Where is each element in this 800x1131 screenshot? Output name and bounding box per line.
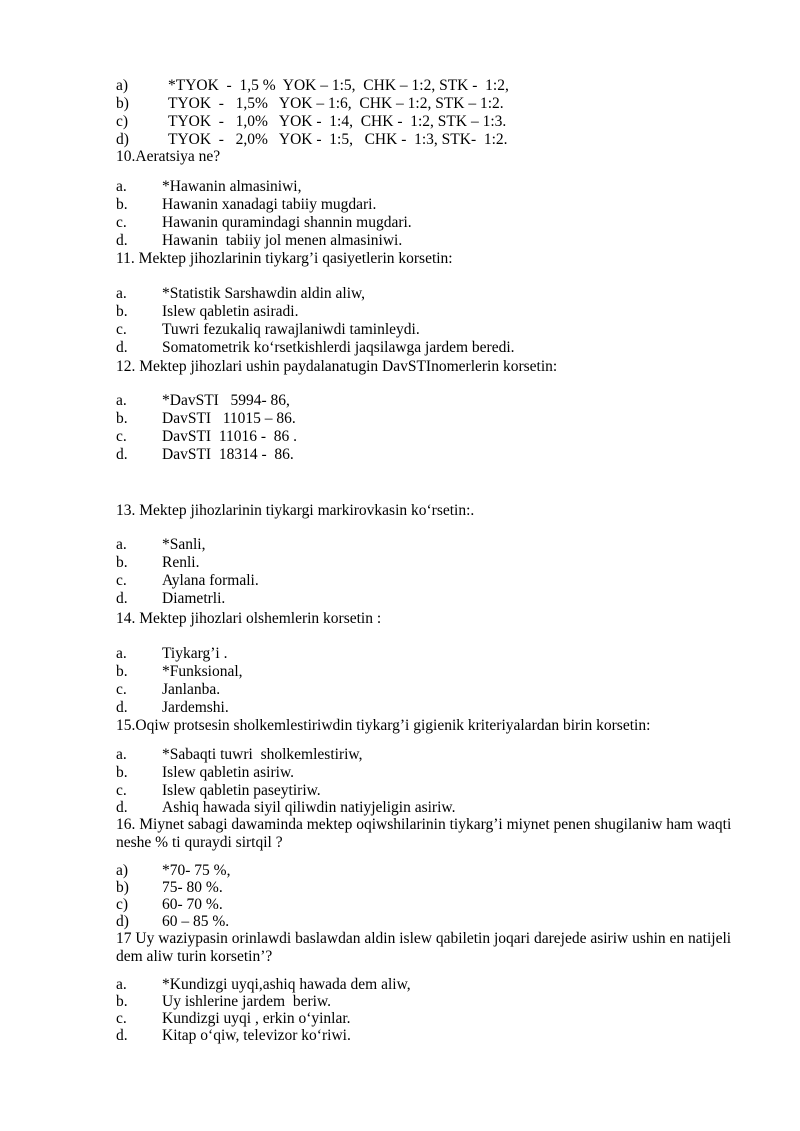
- question-14: 14. Mektep jihozlari olshemlerin korsetin :: [116, 610, 382, 627]
- option-label: b.: [116, 663, 128, 680]
- option-label: b.: [116, 196, 128, 213]
- option-text: *Sabaqti tuwri sholkemlestiriw,: [162, 746, 363, 763]
- option-text: *Funksional,: [162, 663, 243, 680]
- option-label: a.: [116, 536, 127, 553]
- option-text: Islew qabletin asiradi.: [162, 303, 299, 320]
- option-label: c.: [116, 428, 127, 445]
- option-text: 60 – 85 %.: [162, 913, 230, 930]
- option-label: d): [116, 131, 129, 148]
- option-label: c.: [116, 572, 127, 589]
- question-17: 17 Uy waziypasin orinlawdi baslawdan aldin islew qabiletin joqari darejede asiriw ushin en natijeli dem aliw turin korsetin’?: [116, 930, 732, 965]
- option-label: d.: [116, 232, 128, 249]
- option-text: DavSTI 18314 - 86.: [162, 446, 294, 463]
- option-label: a.: [116, 285, 127, 302]
- option-label: a.: [116, 746, 127, 763]
- option-text: Jardemshi.: [162, 699, 229, 716]
- option-text: *70- 75 %,: [162, 862, 231, 879]
- option-text: Hawanin tabiiy jol menen almasiniwi.: [162, 232, 403, 249]
- option-label: d.: [116, 1027, 128, 1044]
- option-label: c.: [116, 782, 127, 799]
- option-label: c): [116, 896, 129, 913]
- option-text: Kitap o‘qiw, televizor ko‘riwi.: [162, 1027, 351, 1044]
- option-text: 75- 80 %.: [162, 879, 223, 896]
- option-label: d.: [116, 446, 128, 463]
- option-label: d.: [116, 699, 128, 716]
- option-text: Kundizgi uyqi , erkin o‘yinlar.: [162, 1010, 351, 1027]
- option-text: Aylana formali.: [162, 572, 259, 589]
- option-text: TYOK - 1,0% YOK - 1:4, CHK - 1:2, STK – 1:3.: [168, 113, 507, 130]
- option-label: d.: [116, 590, 128, 607]
- option-label: d.: [116, 339, 128, 356]
- option-text: Hawanin xanadagi tabiiy mugdari.: [162, 196, 377, 213]
- option-text: Islew qabletin paseytiriw.: [162, 782, 321, 799]
- option-text: TYOK - 2,0% YOK - 1:5, CHK - 1:3, STK- 1:2.: [168, 131, 508, 148]
- option-text: *Statistik Sarshawdin aldin aliw,: [162, 285, 366, 302]
- question-11: 11. Mektep jihozlarinin tiykarg’i qasiyetlerin korsetin:: [116, 250, 453, 267]
- option-text: Renli.: [162, 554, 200, 571]
- option-text: *Hawanin almasiniwi,: [162, 178, 302, 195]
- option-label: a.: [116, 645, 127, 662]
- option-label: b): [116, 879, 129, 896]
- option-label: b.: [116, 993, 128, 1010]
- option-label: d): [116, 913, 129, 930]
- option-label: a.: [116, 392, 127, 409]
- option-label: a.: [116, 976, 127, 993]
- option-text: Hawanin quramindagi shannin mugdari.: [162, 214, 412, 231]
- option-text: Diametrli.: [162, 590, 226, 607]
- option-label: b.: [116, 303, 128, 320]
- option-text: *TYOK - 1,5 % YOK – 1:5, CHK – 1:2, STK - 1:2,: [168, 77, 509, 94]
- option-label: a): [116, 77, 129, 94]
- option-label: c.: [116, 321, 127, 338]
- option-text: *DavSTI 5994- 86,: [162, 392, 290, 409]
- option-text: DavSTI 11016 - 86 .: [162, 428, 298, 445]
- option-text: Uy ishlerine jardem beriw.: [162, 993, 332, 1010]
- option-label: b.: [116, 764, 128, 781]
- option-label: b): [116, 95, 129, 112]
- question-16: 16. Miynet sabagi dawaminda mektep oqiwshilarinin tiykarg’i miynet penen shugilaniw ham waqti neshe % ti quraydi sirtqil ?: [116, 816, 732, 851]
- option-label: a): [116, 862, 129, 879]
- question-13: 13. Mektep jihozlarinin tiykargi markirovkasin ko‘rsetin:.: [116, 502, 475, 519]
- option-text: Janlanba.: [162, 681, 221, 698]
- option-text: *Kundizgi uyqi,ashiq hawada dem aliw,: [162, 976, 411, 993]
- option-label: b.: [116, 410, 128, 427]
- option-label: b.: [116, 554, 128, 571]
- question-10: 10.Aeratsiya ne?: [116, 148, 221, 165]
- option-label: d.: [116, 799, 128, 816]
- option-text: TYOK - 1,5% YOK – 1:6, CHK – 1:2, STK – 1:2.: [168, 95, 504, 112]
- question-15: 15.Oqiw protsesin sholkemlestiriwdin tiykarg’i gigienik kriteriyalardan birin korsetin:: [116, 717, 651, 734]
- option-text: Somatometrik ko‘rsetkishlerdi jaqsilawga jardem beredi.: [162, 339, 515, 356]
- option-text: Islew qabletin asiriw.: [162, 764, 294, 781]
- option-text: *Sanli,: [162, 536, 206, 553]
- option-text: Tuwri fezukaliq rawajlaniwdi taminleydi.: [162, 321, 420, 338]
- option-text: DavSTI 11015 – 86.: [162, 410, 296, 427]
- option-label: a.: [116, 178, 127, 195]
- question-12: 12. Mektep jihozlari ushin paydalanatugin DavSTInomerlerin korsetin:: [116, 358, 558, 375]
- option-label: c.: [116, 214, 127, 231]
- option-label: c.: [116, 1010, 127, 1027]
- option-label: c.: [116, 681, 127, 698]
- option-label: c): [116, 113, 129, 130]
- option-text: Ashiq hawada siyil qiliwdin natiyjeligin asiriw.: [162, 799, 456, 816]
- option-text: Tiykarg’i .: [162, 645, 228, 662]
- option-text: 60- 70 %.: [162, 896, 223, 913]
